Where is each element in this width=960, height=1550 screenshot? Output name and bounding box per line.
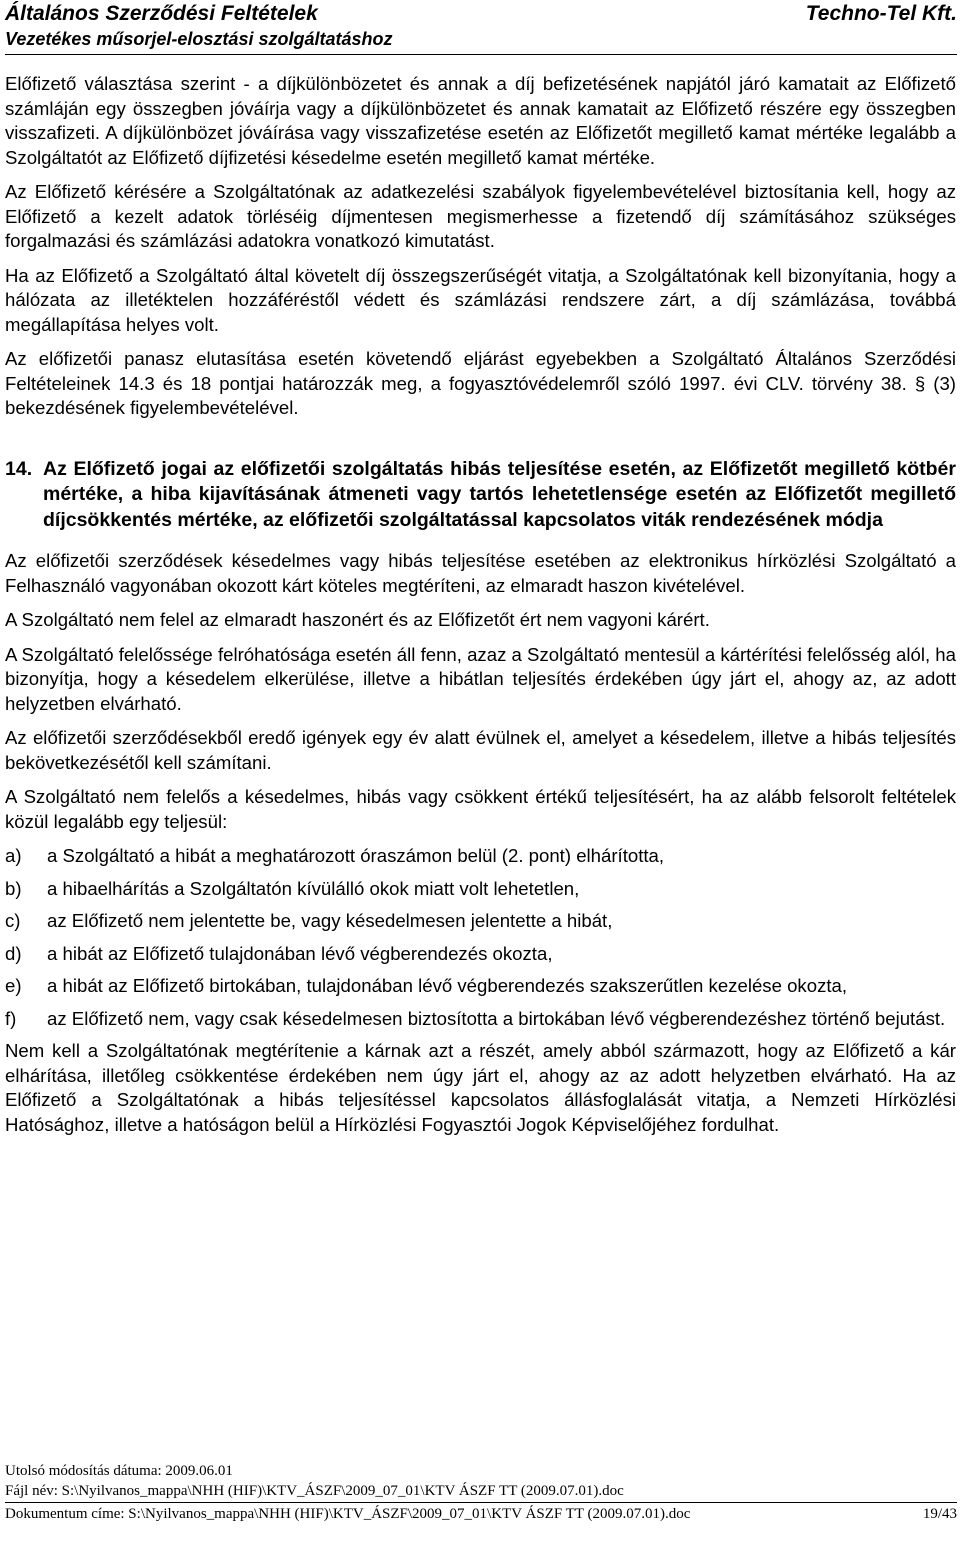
paragraph: Az előfizetői szerződésekből eredő igények egy év alatt évülnek el, amelyet a késedelem, illetve a hibás teljesítés bekövetkezésétől kell számítani. [5,727,956,773]
list-item-letter: b) [5,877,22,899]
document-body [5,72,956,1137]
list-item-letter: d) [5,942,22,964]
list-item-text: az Előfizető nem, vagy csak késedelmesen biztosította a birtokában lévő végberendezéshez történő bejutást. [47,1007,946,1029]
paragraph: Az előfizetői panasz elutasítása esetén követendő eljárást egyebekben a Szolgáltató Általános Szerződési Feltételeinek 14.3 és 18 pontjai határozzák meg, a fogyasztóvédelemről szóló 1997. évi CLV. törvény 38. § (3) bekezdésének figyelembevételével. [5,348,956,418]
page-footer [5,1461,957,1524]
list-item [5,909,956,934]
list-item-letter: f) [5,1007,17,1029]
list-item [5,844,956,869]
list-item-text: a hibát az Előfizető tulajdonában lévő végberendezés okozta, [47,942,553,964]
section-number: 14. [5,457,33,480]
paragraph: Ha az Előfizető a Szolgáltató által követelt díj összegszerűségét vitatja, a Szolgáltatónak kell bizonyítania, hogy a hálózata az illetéktelen hozzáféréstől védett és számlázási rendszere zárt, a díj számlázása, továbbá megállapítása helyes volt. [5,264,956,335]
footer-filename: Fájl név: S:\Nyilvanos_mappa\NHH (HIF)\KTV_ÁSZF\2009_07_01\KTV ÁSZF TT (2009.07.01).doc [5,1483,624,1499]
header-title: Általános Szerződési Feltételek [5,2,318,25]
footer-doc-row [5,1503,957,1524]
list-item-text: a Szolgáltató a hibát a meghatározott óraszámon belül (2. pont) elhárította, [47,845,665,866]
paragraph: A Szolgáltató nem felelős a késedelmes, hibás vagy csökkent értékű teljesítésért, ha az alább felsorolt feltételek közül legalább egy teljesül: [5,786,956,832]
list-item [5,974,956,999]
list-item-text: az Előfizető nem jelentette be, vagy késedelmesen jelentette a hibát, [47,910,613,931]
footer-page-number: 19/43 [922,1506,957,1522]
section-heading [5,457,956,534]
paragraph: Nem kell a Szolgáltatónak megtérítenie a kárnak azt a részét, amely abból származott, hogy az Előfizető a kár elhárítása, illetőleg csökkentése érdekében nem úgy járt el, ahogy az az adott helyzetben elvárható. Ha az Előfizető a Szolgáltatónak a hibás teljesítéssel kapcsolatos állásfoglalását vitatja, a Nemzeti Hírközlési Hatósághoz, illetve a hatóságon belül a Hírközlési Fogyasztói Jogok Képviselőjéhez fordulhat. [5,1040,956,1135]
list-item-text: a hibaelhárítás a Szolgáltatón kívülálló okok miatt volt lehetetlen, [47,877,580,899]
list-item-letter: c) [5,910,21,931]
header-company: Techno-Tel Kft. [805,2,957,25]
list-item-letter: a) [5,845,22,866]
paragraph: A Szolgáltató nem felel az elmaradt haszonért és az Előfizetőt ért nem vagyoni kárért. [5,609,710,630]
list-item-letter: e) [5,975,22,996]
section-title: Az Előfizető jogai az előfizetői szolgáltatás hibás teljesítése esetén, az Előfizetőt megillető kötbér mértéke, a hiba kijavításának átmeneti vagy tartós lehetetlensége esetén az Előfizetőt megillető díjcsökkentés mértéke, az előfizetői szolgáltatással kapcsolatos viták rendezésének módja [43,457,956,531]
footer-modified-date: Utolsó módosítás dátuma: 2009.06.01 [5,1463,233,1479]
list-item-text: a hibát az Előfizető birtokában, tulajdonában lévő végberendezés szakszerűtlen kezelése okozta, [47,975,848,996]
paragraph: A Szolgáltató felelőssége felróhatósága esetén áll fenn, azaz a Szolgáltató mentesül a kártérítési felelősség alól, ha bizonyítja, hogy a késedelem elkerülése, illetve a hibátlan teljesítés érdekében úgy járt el, ahogy az, az adott helyzetben elvárható. [5,643,956,714]
paragraph: Az Előfizető kérésére a Szolgáltatónak az adatkezelési szabályok figyelembevételével biztosítania kell, hogy az Előfizető a kezelt adatok törléséig díjmentesen megismerhesse a fizetendő díj számításához szükséges forgalmazási és számlázási adatokra vonatkozó kimutatást. [5,181,956,251]
list-item [5,877,956,902]
page-header [5,2,957,55]
list-item [5,1007,956,1032]
list-item [5,942,956,967]
footer-doc-title: Dokumentum címe: S:\Nyilvanos_mappa\NHH (HIF)\KTV_ÁSZF\2009_07_01\KTV ÁSZF TT (2009.07.01).doc [5,1506,691,1522]
paragraph: Előfizető választása szerint - a díjkülönbözetet és annak a díj befizetésének napjától járó kamatait az Előfizető számláján egy összegben jóváírja vagy a díjkülönbözetet és annak kamatait az Előfizető részére egy összegben visszafizeti. A díjkülönbözet jóváírása vagy visszafizetése esetén az Előfizetőt megillető kamat mértéke legalább a Szolgáltatót az Előfizető díjfizetési késedelme esetén megillető kamat mértéke. [5,73,956,168]
paragraph: Az előfizetői szerződések késedelmes vagy hibás teljesítése esetében az elektronikus hírközlési Szolgáltató a Felhasználó vagyonában okozott kárt köteles megtéríteni, az elmaradt haszon kivételével. [5,550,956,596]
header-subtitle: Vezetékes műsorjel-elosztási szolgáltatáshoz [5,29,393,49]
